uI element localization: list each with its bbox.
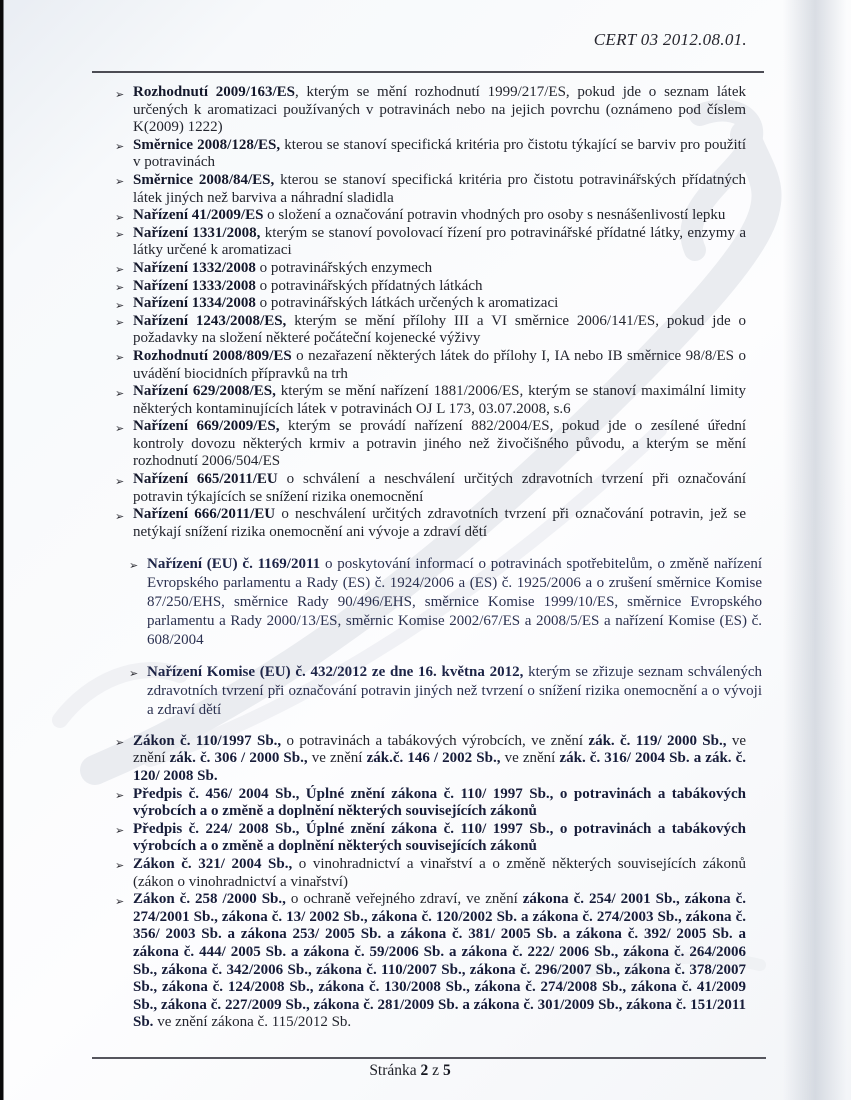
regulation-description: kterým se stanoví povolovací řízení pro potravinářské přídatné látky, enzymy a látky určené k aromatizaci [133,224,746,259]
regulation-title: Nařízení 629/2008/ES, [133,383,276,400]
arrow-bullet-icon: ➢ [115,824,125,838]
regulation-description: o vinohradnictví a vinařství a o změně některých souvisejících zákonů (zákon o vinohradnictví a vinařství) [133,855,747,890]
arrow-bullet-icon: ➢ [115,263,125,277]
list-item [131,663,762,719]
regulation-description: o složení a označování potravin vhodných pro osoby s nesnášenlivostí lepku [263,207,726,224]
regulation-description: kterým se provádí nařízení 882/2004/ES, pokud jde o zesílené úřední kontroly dovozu některých krmiv a potravin jiného než živočišného původu, a kterým se mění rozhodnutí 2006/504/ES [133,418,746,470]
regulation-description: o poskytování informací o potravinách spotřebitelům, o změně nařízení Evropského parlamentu a Rady (ES) č. 1924/2006 a (ES) č. 1925/2006 a o zrušení směrnice Komise 87/250/EHS, směrnice Rady 90/496/EHS, směrnice Komise 1999/10/ES, směrnice Evropského parlamentu a Rady 2000/13/ES, směrnic Komise 2002/67/ES a 2008/5/ES a nařízení Komise (ES) č. 608/2004 [147,556,763,648]
regulation-description: ve znění [307,750,367,767]
regulation-title: Nařízení 41/2009/ES [133,207,264,224]
regulation-title: Směrnice 2008/128/ES, [133,136,281,153]
document-header [594,30,747,50]
arrow-bullet-icon: ➢ [129,558,139,572]
regulation-title: zákona č. 254/ 2001 Sb., zákona č. 274/2001 Sb., zákona č. 13/ 2002 Sb., zákona č. 120/2002 Sb. a zákona č. 274/2003 Sb., zákona č. 356/ 2003 Sb. a zákona 253/ 2005 Sb. a zákona č. 381/ 2005 Sb. a zákona č. 392/ 2005 Sb. a zákona č. 444/ 2005 Sb. a zákona č. 59/2006 Sb. a zákona č. 222/ 2006 Sb., zákona č. 264/2006 Sb., zákona č. 342/2006 Sb., zákona č. 110/2007 Sb., zákona č. 296/2007 Sb., zákona č. 378/2007 Sb., zákona č. 124/2008 Sb., zákona č. 130/2008 Sb., zákona č. 274/2008 Sb., zákona č. 41/2009 Sb., zákona č. 227/2009 Sb., zákona č. 281/2009 Sb. a zákona č. 301/2009 Sb., zákona č. 151/2011 Sb. [133,891,746,1031]
regulation-title: Zákon č. 321/ 2004 Sb., [133,855,293,872]
arrow-bullet-icon: ➢ [115,140,125,154]
footer-divider [92,1057,766,1059]
regulation-title: Nařízení 669/2009/ES, [133,418,280,435]
regulation-description: kterou se stanoví specifická kritéria pro čistotu týkající se barviv pro použití v potravinách [133,136,746,171]
list-item [117,856,746,891]
regulation-title: zák. č. 316/ 2004 Sb. a zák. č. 120/ 2008 Sb. [133,750,747,784]
arrow-bullet-icon: ➢ [115,894,125,908]
arrow-bullet-icon: ➢ [115,789,125,803]
header-text: CERT 03 2012.08.01. [593,30,747,49]
regulation-description: ve znění [133,732,747,767]
regulation-title: Zákon č. 110/1997 Sb., [133,732,282,749]
regulation-description: o neschválení určitých zdravotních tvrzení při označování potravin, jež se netýkají snížení rizika onemocnění ani vývoje a zdraví dětí [133,506,747,540]
list-item [117,172,746,207]
list-item [117,207,746,225]
regulation-title: zák. č. 306 / 2000 Sb., [169,750,308,767]
regulation-title: Nařízení Komise (EU) č. 432/2012 ze dne 16. května 2012, [147,664,524,681]
arrow-bullet-icon: ➢ [129,666,139,680]
list-item [117,260,746,278]
arrow-bullet-icon: ➢ [115,298,125,312]
list-item [117,348,746,383]
footer-of-label: z [432,1062,440,1079]
regulation-description: o potravinách a tabákových výrobcích, ve znění [281,732,589,749]
footer-label: Stránka [369,1062,417,1079]
regulation-description: o potravinářských přídatných látkách [255,277,483,294]
regulation-list [115,84,763,1032]
list-item [117,471,746,506]
regulation-title: Nařízení 1333/2008 [133,277,256,294]
regulation-description: ve znění [500,750,560,767]
list-item [117,383,746,418]
list-item [117,278,746,296]
regulation-title: Nařízení 1334/2008 [133,295,256,312]
regulation-title: Rozhodnutí 2008/809/ES [133,347,292,364]
list-item [117,295,746,313]
arrow-bullet-icon: ➢ [115,228,125,242]
header-divider [92,71,764,73]
regulation-title: Nařízení 1332/2008 [133,259,256,276]
regulation-title: zák.č. 146 / 2002 Sb., [366,750,501,767]
regulation-description: o potravinářských enzymech [255,259,433,276]
regulation-description: o ochraně veřejného zdraví, ve znění [285,891,523,908]
regulation-description: , kterým se mění rozhodnutí 1999/217/ES, pokud jde o seznam látek určených k aromatizaci používaných v potravinách nebo na jejich povrchu (oznámeno pod číslem K(2009) 1222) [133,84,746,136]
list-item [117,786,746,821]
regulation-title: Nařízení (EU) č. 1169/2011 [147,556,325,573]
regulation-title: Nařízení 1243/2008/ES, [133,312,287,329]
regulation-title: Směrnice 2008/84/ES, [133,171,275,188]
arrow-bullet-icon: ➢ [115,859,125,873]
arrow-bullet-icon: ➢ [115,316,125,330]
regulation-title: Nařízení 666/2011/EU [133,506,276,523]
regulation-description: o schválení a neschválení určitých zdravotních tvrzení při označování potravin týkajících se snížení rizika onemocnění [133,471,746,505]
arrow-bullet-icon: ➢ [115,736,125,750]
list-item [117,84,746,137]
footer-page-current: 2 [420,1062,429,1079]
arrow-bullet-icon: ➢ [115,210,125,224]
list-item [117,225,746,260]
footer-page-total: 5 [442,1062,451,1079]
arrow-bullet-icon: ➢ [115,386,125,400]
arrow-bullet-icon: ➢ [115,421,125,435]
regulation-title: Nařízení 1331/2008, [133,224,261,241]
regulation-title: zák. č. 119/ 2000 Sb., [588,732,727,749]
regulation-description: kterou se stanoví specifická kritéria pro čistotu potravinářských přídatných látek jiných než barviva a náhradní sladidla [133,171,746,206]
arrow-bullet-icon: ➢ [115,509,125,523]
regulation-title: Předpis č. 456/ 2004 Sb., Úplné znění zákona č. 110/ 1997 Sb., o potravinách a tabákových výrobcích a o změně a doplnění některých souvisejících zákonů [133,785,746,820]
regulation-title: Rozhodnutí 2009/163/ES [133,84,295,100]
list-item [131,555,762,649]
list-item [117,313,746,348]
arrow-bullet-icon: ➢ [115,351,125,365]
regulation-title: Předpis č. 224/ 2008 Sb., Úplné znění zákona č. 110/ 1997 Sb., o potravinách a tabákových výrobcích a o změně a doplnění některých souvisejících zákonů [133,820,746,855]
arrow-bullet-icon: ➢ [115,175,125,189]
regulation-description: ve znění zákona č. 115/2012 Sb. [153,1014,352,1031]
arrow-bullet-icon: ➢ [115,474,125,488]
regulation-description: kterým se zřizuje seznam schválených zdravotních tvrzení při označování potravin jiných než tvrzení o snížení rizika onemocnění a o vývoji a zdraví dětí [147,664,762,719]
regulation-description: kterým se mění nařízení 1881/2006/ES, kterým se stanoví maximální limity některých kontaminujících látek v potravinách OJ L 173, 03.07.2008, s.6 [133,383,747,417]
arrow-bullet-icon: ➢ [115,87,125,101]
regulation-title: Zákon č. 258 /2000 Sb., [133,891,286,908]
list-item [117,821,746,856]
list-item [117,418,746,471]
list-item [117,137,746,172]
list-item [117,506,746,541]
page-number [0,1062,820,1080]
regulation-description: o nezařazení některých látek do přílohy I, IA nebo IB směrnice 98/8/ES o uvádění biocidních přípravků na trh [133,347,746,382]
list-item [117,891,746,1032]
regulation-title: Nařízení 665/2011/EU [133,471,278,488]
arrow-bullet-icon: ➢ [115,281,125,295]
regulation-description: kterým se mění přílohy III a VI směrnice 2006/141/ES, pokud jde o požadavky na složení některé počáteční kojenecké výživy [133,312,747,347]
list-item [117,733,746,786]
regulation-description: o potravinářských látkách určených k aromatizaci [255,295,559,312]
